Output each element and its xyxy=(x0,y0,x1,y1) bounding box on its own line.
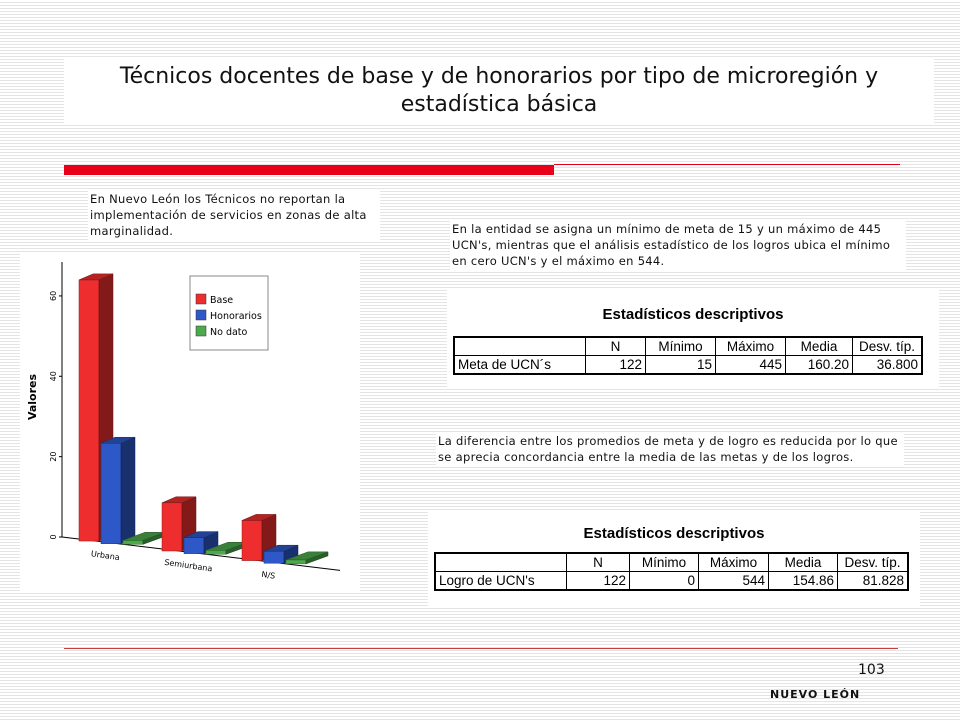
bar-1-1-front xyxy=(184,538,204,554)
bar-0-1-front xyxy=(162,503,182,551)
stats-value-n: 122 xyxy=(586,356,646,375)
paragraph-concordance: La diferencia entre los promedios de meta y de logro es reducida por lo que se aprecia concordancia entre la media de las metas y de los logros. xyxy=(436,432,904,466)
legend-label-2: No dato xyxy=(210,327,248,338)
stats-table-meta xyxy=(453,336,923,375)
stats-row-label: Logro de UCN's xyxy=(435,572,567,591)
title-underline-line xyxy=(554,164,900,165)
stats-header-max: Máximo xyxy=(716,337,786,356)
bar-0-2-front xyxy=(242,520,262,560)
paragraph-no-marginal-services: En Nuevo León los Técnicos no reportan la implementación de servicios en zonas de alta marginalidad. xyxy=(88,190,380,240)
title-underline-bar xyxy=(64,165,554,175)
stats-value-mean: 160.20 xyxy=(786,356,853,375)
y-tick-label: 20 xyxy=(49,451,58,462)
y-tick-label: 60 xyxy=(49,290,58,302)
stats-title-logro: Estadísticos descriptivos xyxy=(583,525,765,542)
stats-header-sd: Desv. típ. xyxy=(838,553,909,572)
slide-title: Técnicos docentes de base y de honorarios por tipo de microregión y estadística básica xyxy=(64,57,934,125)
y-tick-label: 40 xyxy=(49,371,58,382)
bar-chart-svg xyxy=(20,252,360,592)
stats-title-meta: Estadísticos descriptivos xyxy=(602,306,784,323)
stats-value-sd: 36.800 xyxy=(853,356,923,375)
stats-corner-cell xyxy=(435,553,567,572)
stats-header-max: Máximo xyxy=(699,553,769,572)
legend-swatch-0 xyxy=(196,294,206,304)
stats-value-min: 15 xyxy=(646,356,716,375)
bar-1-2-front xyxy=(264,551,284,563)
y-tick-label: 0 xyxy=(49,534,58,540)
footer-divider xyxy=(64,648,898,649)
bar-2-2-front xyxy=(286,560,306,564)
legend-label-0: Base xyxy=(210,295,234,306)
legend-swatch-1 xyxy=(196,310,206,320)
stats-table-logro xyxy=(434,552,909,591)
stats-value-max: 544 xyxy=(699,572,769,591)
bar-2-0-front xyxy=(123,540,143,544)
paragraph-meta-range: En la entidad se asigna un mínimo de meta de 15 y un máximo de 445 UCN's, mientras que el análisis estadístico de los logros ubica el mínimo en cero UCN's y el máximo en 544. xyxy=(450,220,906,270)
stats-header-min: Mínimo xyxy=(646,337,716,356)
legend-swatch-2 xyxy=(196,326,206,336)
legend-label-1: Honorarios xyxy=(210,311,262,322)
x-tick-label: Semiurbana xyxy=(163,557,213,574)
stats-header-mean: Media xyxy=(769,553,838,572)
bar-0-0-front xyxy=(79,280,99,541)
stats-value-mean: 154.86 xyxy=(769,572,838,591)
footer-state-label: NUEVO LEÓN xyxy=(770,688,861,701)
stats-header-mean: Media xyxy=(786,337,853,356)
bar-chart xyxy=(20,252,360,592)
bar-1-0-side xyxy=(121,437,135,543)
stats-corner-cell xyxy=(454,337,586,356)
stats-panel-meta xyxy=(447,290,939,388)
stats-panel-logro xyxy=(428,510,920,606)
bar-2-1-front xyxy=(206,550,226,554)
x-tick-label: Urbana xyxy=(90,549,121,563)
page-number: 103 xyxy=(858,662,885,678)
stats-row-label: Meta de UCN´s xyxy=(454,356,586,375)
stats-value-n: 122 xyxy=(567,572,630,591)
stats-value-max: 445 xyxy=(716,356,786,375)
stats-value-sd: 81.828 xyxy=(838,572,909,591)
stats-header-n: N xyxy=(567,553,630,572)
stats-header-sd: Desv. típ. xyxy=(853,337,923,356)
stats-value-min: 0 xyxy=(630,572,699,591)
x-tick-label: N/S xyxy=(260,569,276,581)
stats-header-min: Mínimo xyxy=(630,553,699,572)
stats-header-n: N xyxy=(586,337,646,356)
bar-1-0-front xyxy=(101,443,121,543)
y-axis-label: Valores xyxy=(26,373,39,421)
